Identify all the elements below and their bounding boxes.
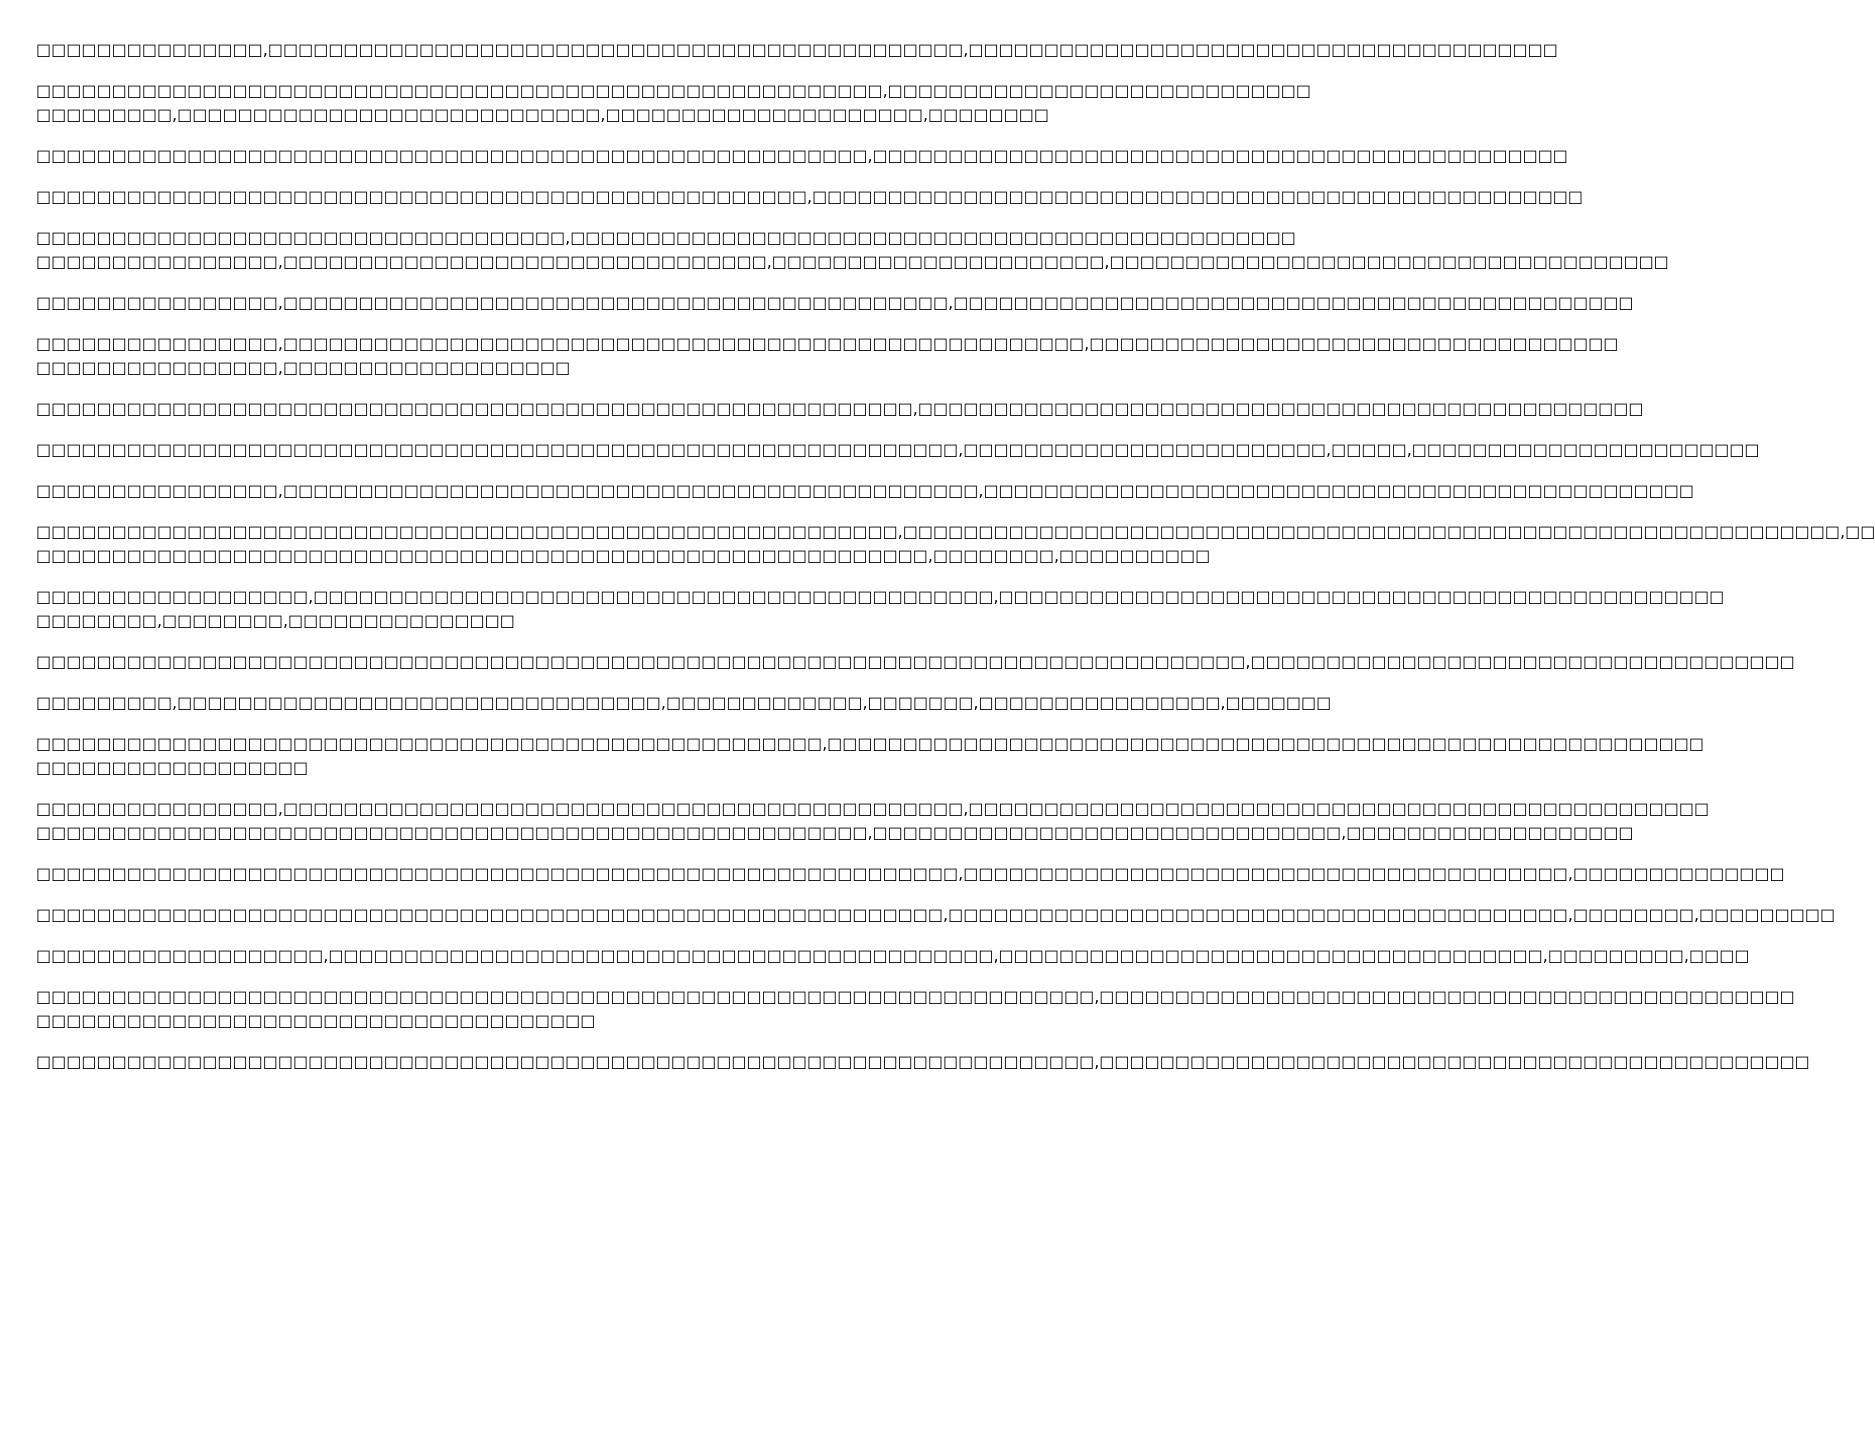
paragraph-20: □□□□□□□□□□□□□□□□□□□□□□□□□□□□□□□□□□□□□□□□□□□□□□□□□□□□□□□□□□□□□□□□□□□□□□,□□□□□□□□□□□□□□□□□□□□□□□□□□□□□□□□□□□□□□□□□□□□□□ □□□□□□□□□□□□□□□□□□□□□□□□□□□□□□□□□□□□□ xyxy=(36,987,1795,1030)
paragraph-7: □□□□□□□□□□□□□□□□,□□□□□□□□□□□□□□□□□□□□□□□□□□□□□□□□□□□□□□□□□□□□□□□□□□□□□,□□□□□□□□□□□□□□□□□□□□□□□□□□□□□□□□□□□ □□□□□□□□□□□□□□□□,□□□□□□□□□□□□□□□□□□□ xyxy=(36,334,1619,377)
paragraph-18: □□□□□□□□□□□□□□□□□□□□□□□□□□□□□□□□□□□□□□□□□□□□□□□□□□□□□□□□□□□□,□□□□□□□□□□□□□□□□□□□□□□□□□□□□□□□□□□□□□□□□□,□□□□□□□□,□□□□□□□□□ xyxy=(36,905,1836,924)
paragraph-21: □□□□□□□□□□□□□□□□□□□□□□□□□□□□□□□□□□□□□□□□□□□□□□□□□□□□□□□□□□□□□□□□□□□□□□,□□□□□□□□□□□□□□□□□□□□□□□□□□□□□□□□□□□□□□□□□□□□□□□ xyxy=(36,1052,1810,1071)
document-body xyxy=(36,38,1875,1091)
paragraph-14: □□□□□□□□□,□□□□□□□□□□□□□□□□□□□□□□□□□□□□□□□□,□□□□□□□□□□□□□,□□□□□□□,□□□□□□□□□□□□□□□□,□□□□□□□ xyxy=(36,693,1332,712)
paragraph-15: □□□□□□□□□□□□□□□□□□□□□□□□□□□□□□□□□□□□□□□□□□□□□□□□□□□□,□□□□□□□□□□□□□□□□□□□□□□□□□□□□□□□□□□□□□□□□□□□□□□□□□□□□□□□□□□ □□□□□□□□□□□□□□□□□□ xyxy=(36,734,1704,777)
paragraph-10: □□□□□□□□□□□□□□□□,□□□□□□□□□□□□□□□□□□□□□□□□□□□□□□□□□□□□□□□□□□□□□□,□□□□□□□□□□□□□□□□□□□□□□□□□□□□□□□□□□□□□□□□□□□□□□□ xyxy=(36,481,1694,500)
paragraph-3: □□□□□□□□□□□□□□□□□□□□□□□□□□□□□□□□□□□□□□□□□□□□□□□□□□□□□□□,□□□□□□□□□□□□□□□□□□□□□□□□□□□□□□□□□□□□□□□□□□□□□□ xyxy=(36,146,1568,165)
paragraph-12: □□□□□□□□□□□□□□□□□□,□□□□□□□□□□□□□□□□□□□□□□□□□□□□□□□□□□□□□□□□□□□□□,□□□□□□□□□□□□□□□□□□□□□□□□□□□□□□□□□□□□□□□□□□□□□□□□ □□□□□□□□,□□□□□□□□,□□□□□□□□□□□□□□□ xyxy=(36,587,1725,630)
paragraph-13: □□□□□□□□□□□□□□□□□□□□□□□□□□□□□□□□□□□□□□□□□□□□□□□□□□□□□□□□□□□□□□□□□□□□□□□□□□□□□□□□,□□□□□□□□□□□□□□□□□□□□□□□□□□□□□□□□□□□□ xyxy=(36,652,1795,671)
paragraph-17: □□□□□□□□□□□□□□□□□□□□□□□□□□□□□□□□□□□□□□□□□□□□□□□□□□□□□□□□□□□□□,□□□□□□□□□□□□□□□□□□□□□□□□□□□□□□□□□□□□□□□□,□□□□□□□□□□□□□□ xyxy=(36,864,1785,883)
paragraph-1: □□□□□□□□□□□□□□□,□□□□□□□□□□□□□□□□□□□□□□□□□□□□□□□□□□□□□□□□□□□□□□,□□□□□□□□□□□□□□□□□□□□□□□□□□□□□□□□□□□□□□□ xyxy=(36,40,1558,59)
paragraph-5: □□□□□□□□□□□□□□□□□□□□□□□□□□□□□□□□□□□,□□□□□□□□□□□□□□□□□□□□□□□□□□□□□□□□□□□□□□□□□□□□□□□□ □□□□□□□□□□□□□□□□,□□□□□□□□□□□□□□□□□□□□□□□□□□□□□□□□,□□□□□□□□□□□□□□□□□□□□□□,□□□□□□□□□□□□□□□□□□□□□□□□□□□□□□□□□□□□□ xyxy=(36,228,1669,271)
paragraph-6: □□□□□□□□□□□□□□□□,□□□□□□□□□□□□□□□□□□□□□□□□□□□□□□□□□□□□□□□□□□□□,□□□□□□□□□□□□□□□□□□□□□□□□□□□□□□□□□□□□□□□□□□□□□ xyxy=(36,293,1634,312)
paragraph-11: □□□□□□□□□□□□□□□□□□□□□□□□□□□□□□□□□□□□□□□□□□□□□□□□□□□□□□□□□,□□□□□□□□□□□□□□□□□□□□□□□□□□□□□□□□□□□□□□□□□□□□□□□□□□□□□□□□□□□□□□,□□ □□□□□□□□□□□□□□□□□□□□□□□□□□□□□□□□□□□□□□□□□□□□□□□□□□□□□□□□□□□,□□□□□□□□,□□□□□□□□□□ xyxy=(36,522,1875,565)
paragraph-19: □□□□□□□□□□□□□□□□□□□,□□□□□□□□□□□□□□□□□□□□□□□□□□□□□□□□□□□□□□□□□□□□,□□□□□□□□□□□□□□□□□□□□□□□□□□□□□□□□□□□□,□□□□□□□□□,□□□□ xyxy=(36,946,1750,965)
paragraph-9: □□□□□□□□□□□□□□□□□□□□□□□□□□□□□□□□□□□□□□□□□□□□□□□□□□□□□□□□□□□□□,□□□□□□□□□□□□□□□□□□□□□□□□,□□□□□,□□□□□□□□□□□□□□□□□□□□□□□ xyxy=(36,440,1760,459)
paragraph-8: □□□□□□□□□□□□□□□□□□□□□□□□□□□□□□□□□□□□□□□□□□□□□□□□□□□□□□□□□□,□□□□□□□□□□□□□□□□□□□□□□□□□□□□□□□□□□□□□□□□□□□□□□□□ xyxy=(36,399,1644,418)
paragraph-4: □□□□□□□□□□□□□□□□□□□□□□□□□□□□□□□□□□□□□□□□□□□□□□□□□□□,□□□□□□□□□□□□□□□□□□□□□□□□□□□□□□□□□□□□□□□□□□□□□□□□□□□ xyxy=(36,187,1584,206)
paragraph-2: □□□□□□□□□□□□□□□□□□□□□□□□□□□□□□□□□□□□□□□□□□□□□□□□□□□□□□□□,□□□□□□□□□□□□□□□□□□□□□□□□□□□□ □□□□□□□□□,□□□□□□□□□□□□□□□□□□□□□□□□□□□□,□□□□□□□□□□□□□□□□□□□□□,□□□□□□□□ xyxy=(36,81,1311,124)
paragraph-16: □□□□□□□□□□□□□□□□,□□□□□□□□□□□□□□□□□□□□□□□□□□□□□□□□□□□□□□□□□□□□□,□□□□□□□□□□□□□□□□□□□□□□□□□□□□□□□□□□□□□□□□□□□□□□□□□ □□□□□□□□□□□□□□□□□□□□□□□□□□□□□□□□□□□□□□□□□□□□□□□□□□□□□□□,□□□□□□□□□□□□□□□□□□□□□□□□□□□□□□□,□□□□□□□□□□□□□□□□□□□ xyxy=(36,799,1710,842)
